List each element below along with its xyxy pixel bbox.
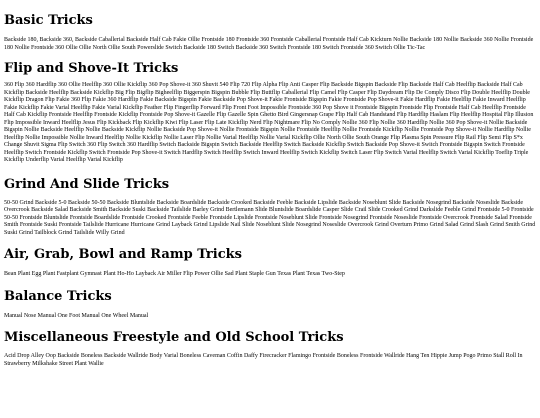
section-text-grind-tricks: 50-50 Grind Backside 5-0 Backside 50-50 Backside Bluntslide Backside Boardslide Backside Crooked Backside Feeble Backside Lipslide Backside Noseblunt Slide Backside Nosegrind Backside Noseslide Backside Overcrook Backside Salad Backside Smith Backside Suski Backside Tailslide Barley Grind Bertlemann Slide Bluntslide Boardslide Casper Slide Crail Slide Crooked Grind Darkslide Feeble Grind Frontside 5-0 Frontside 50-50 Frontside Bluntslide Frontside Boardslide Frontside Crooked Frontside Feeble Frontside Lipslide Frontside Noseblunt Slide Frontside Nosegrind Frontside Noseslide Frontside Overcrook Frontside Salad Frontside Smith Frontside Suski Frontside Tailslide Hurricane Hurricane Grind Layback Grind Lipslide Nail Slide Noseblunt Slide Nosegrind Noseslide Overcrook Grind Overturn Primo Grind Salad Grind Slash Grind Smith Grind Suski Grind Tailblock Grind Tailslide Willy Grind bbox=[4, 199, 536, 236]
section-text-basic-tricks: Backside 180, Backside 360, Backside Caballerial Backside Half Cab Fakie Ollie Frontside 180 Frontside 360 Frontside Caballerial Frontside Half Cab Kickturn Nollie Backside 180 Nollie Backside 360 Nollie Frontside 180 Nollie Frontside 360 Ollie Ollie North Ollie South Powerslide Switch Backside 180 Switch Backside 360 Switch Frontside 180 Switch Frontside 360 Switch Ollie Tic-Tac bbox=[4, 37, 534, 51]
section-text-misc-tricks: Acid Drop Alley Oop Backside Boneless Backside Wallride Body Varial Boneless Caveman Coffin Daffy Firecracker Flamingo Frontside Boneless Frontside Wallride Hang Ten Hippie Jump Pogo Primo Stall Roll In Strawberry Milkshake Street Plant Wallie bbox=[4, 353, 523, 367]
section-text-balance-tricks: Manual Nose Manual One Foot Manual One Wheel Manual bbox=[4, 312, 149, 319]
trick-list-page bbox=[0, 13, 540, 368]
section-title-misc-tricks: Miscellaneous Freestyle and Old School Tricks bbox=[4, 330, 344, 345]
section-title-basic-tricks: Basic Tricks bbox=[4, 13, 93, 28]
section-title-balance-tricks: Balance Tricks bbox=[4, 288, 112, 304]
section-text-flip-tricks: 360 Flip 360 Hardflip 360 Ollie Heelflip 360 Ollie Kickflip 360 Pop Shove-it 360 Shuvit 540 Flip 720 Flip Alpha Flip Anti Casper Flip Backside Bigspin Backside Flip Backside Half Cab Heelflip Backside Half Cab Kickflip Backside Heelflip Backside Kickflip Big Flip Bigflip Bigheelflip Biggerspin Bigspin Bubble Flip Buttflip Caballerial Flip Camel Flip Casper Flip Daydream Flip De Comply Disco Flip Double Heelflip Double Kickflip Dragon Flip Fakie 360 Flip Fakie 360 Hardflip Fakie Backside Bigspin Fakie Backside Pop Shove-it Fakie Frontside Bigspin Fakie Frontside Pop Shove-it Fakie Hardflip Fakie Heelflip Fakie Inward Heelflip Fakie Kickflip Fakie Varial Heelflip Fakie Varial Kickflip Feather Flip Fingerflip Forward Flip Front Foot Impossible Frontside 360 Pop Shove it Frontside Bigspin Frontside Flip Frontside Half Cab Heelflip Frontside Half Cab Kickflip Frontside Heelflip Frontside Kickflip Frontside Pop Shove-it Gazelle Flip Gazelle Spin Ghetto Bird Gingersnap Grape Flip Half Cab Handstand Flip Hardflip Haslam Flip Heelflip Hospital Flip Illusion Flip Impossible Inward Heelflip Jesus Flip Kickback Flip Kickflip Kiwi Flip Laser Flip Late Kickflip Nerd Flip Nightmare Flip No Comply Nollie 360 Flip Nollie 360 Hardflip Nollie 360 Pop Shove-it Nollie Backside Bigspin Nollie Backside Heelflip Nollie Backside Kickflip Nollie Backside Pop Shove-it Nollie Frontside Bigspin Nollie Frontside Heelflip Nollie Frontside Kickflip Nollie Frontside Pop Shove-it Nollie Hardflip Nollie Heelflip Nollie Impossible Nollie Inward Heelflip Nollie Kickflip Nollie Laser Flip Nollie Varial Heelflip Nollie Varial Kickflip Ollie North Ollie South Orange Flip Plasma Spin Pressure Flip Rail Flip Semi Flip S*x Change Shuvit Sigma Flip Switch 360 Flip Switch 360 Hardflip Switch Backside Bigspin Switch Backside Heelflip Switch Backside Kickflip Switch Backside Pop Shove-it Switch Frontside Bigspin Switch Frontside Heelflip Switch Frontside Kickflip Switch Frontside Pop Shove-it Switch Hardflip Switch Heelflip Switch Inward Heelflip Switch Kickflip Switch Laser Flip Switch Varial Heelflip Switch Varial Kickflip Toeflip Triple Kickflip Underflip Varial Heelflip Varial Kickflip bbox=[4, 82, 534, 163]
section-title-grind-tricks: Grind And Slide Tricks bbox=[4, 176, 170, 192]
section-title-flip-tricks: Flip and Shove-It Tricks bbox=[4, 61, 179, 76]
section-title-air-tricks: Air, Grab, Bowl and Ramp Tricks bbox=[4, 247, 242, 262]
section-text-air-tricks: Bean Plant Egg Plant Fastplant Gymnast Plant Ho-Ho Layback Air Miller Flip Power Ollie Sad Plant Staple Gun Texas Plant Texas Two-Step bbox=[4, 271, 345, 277]
